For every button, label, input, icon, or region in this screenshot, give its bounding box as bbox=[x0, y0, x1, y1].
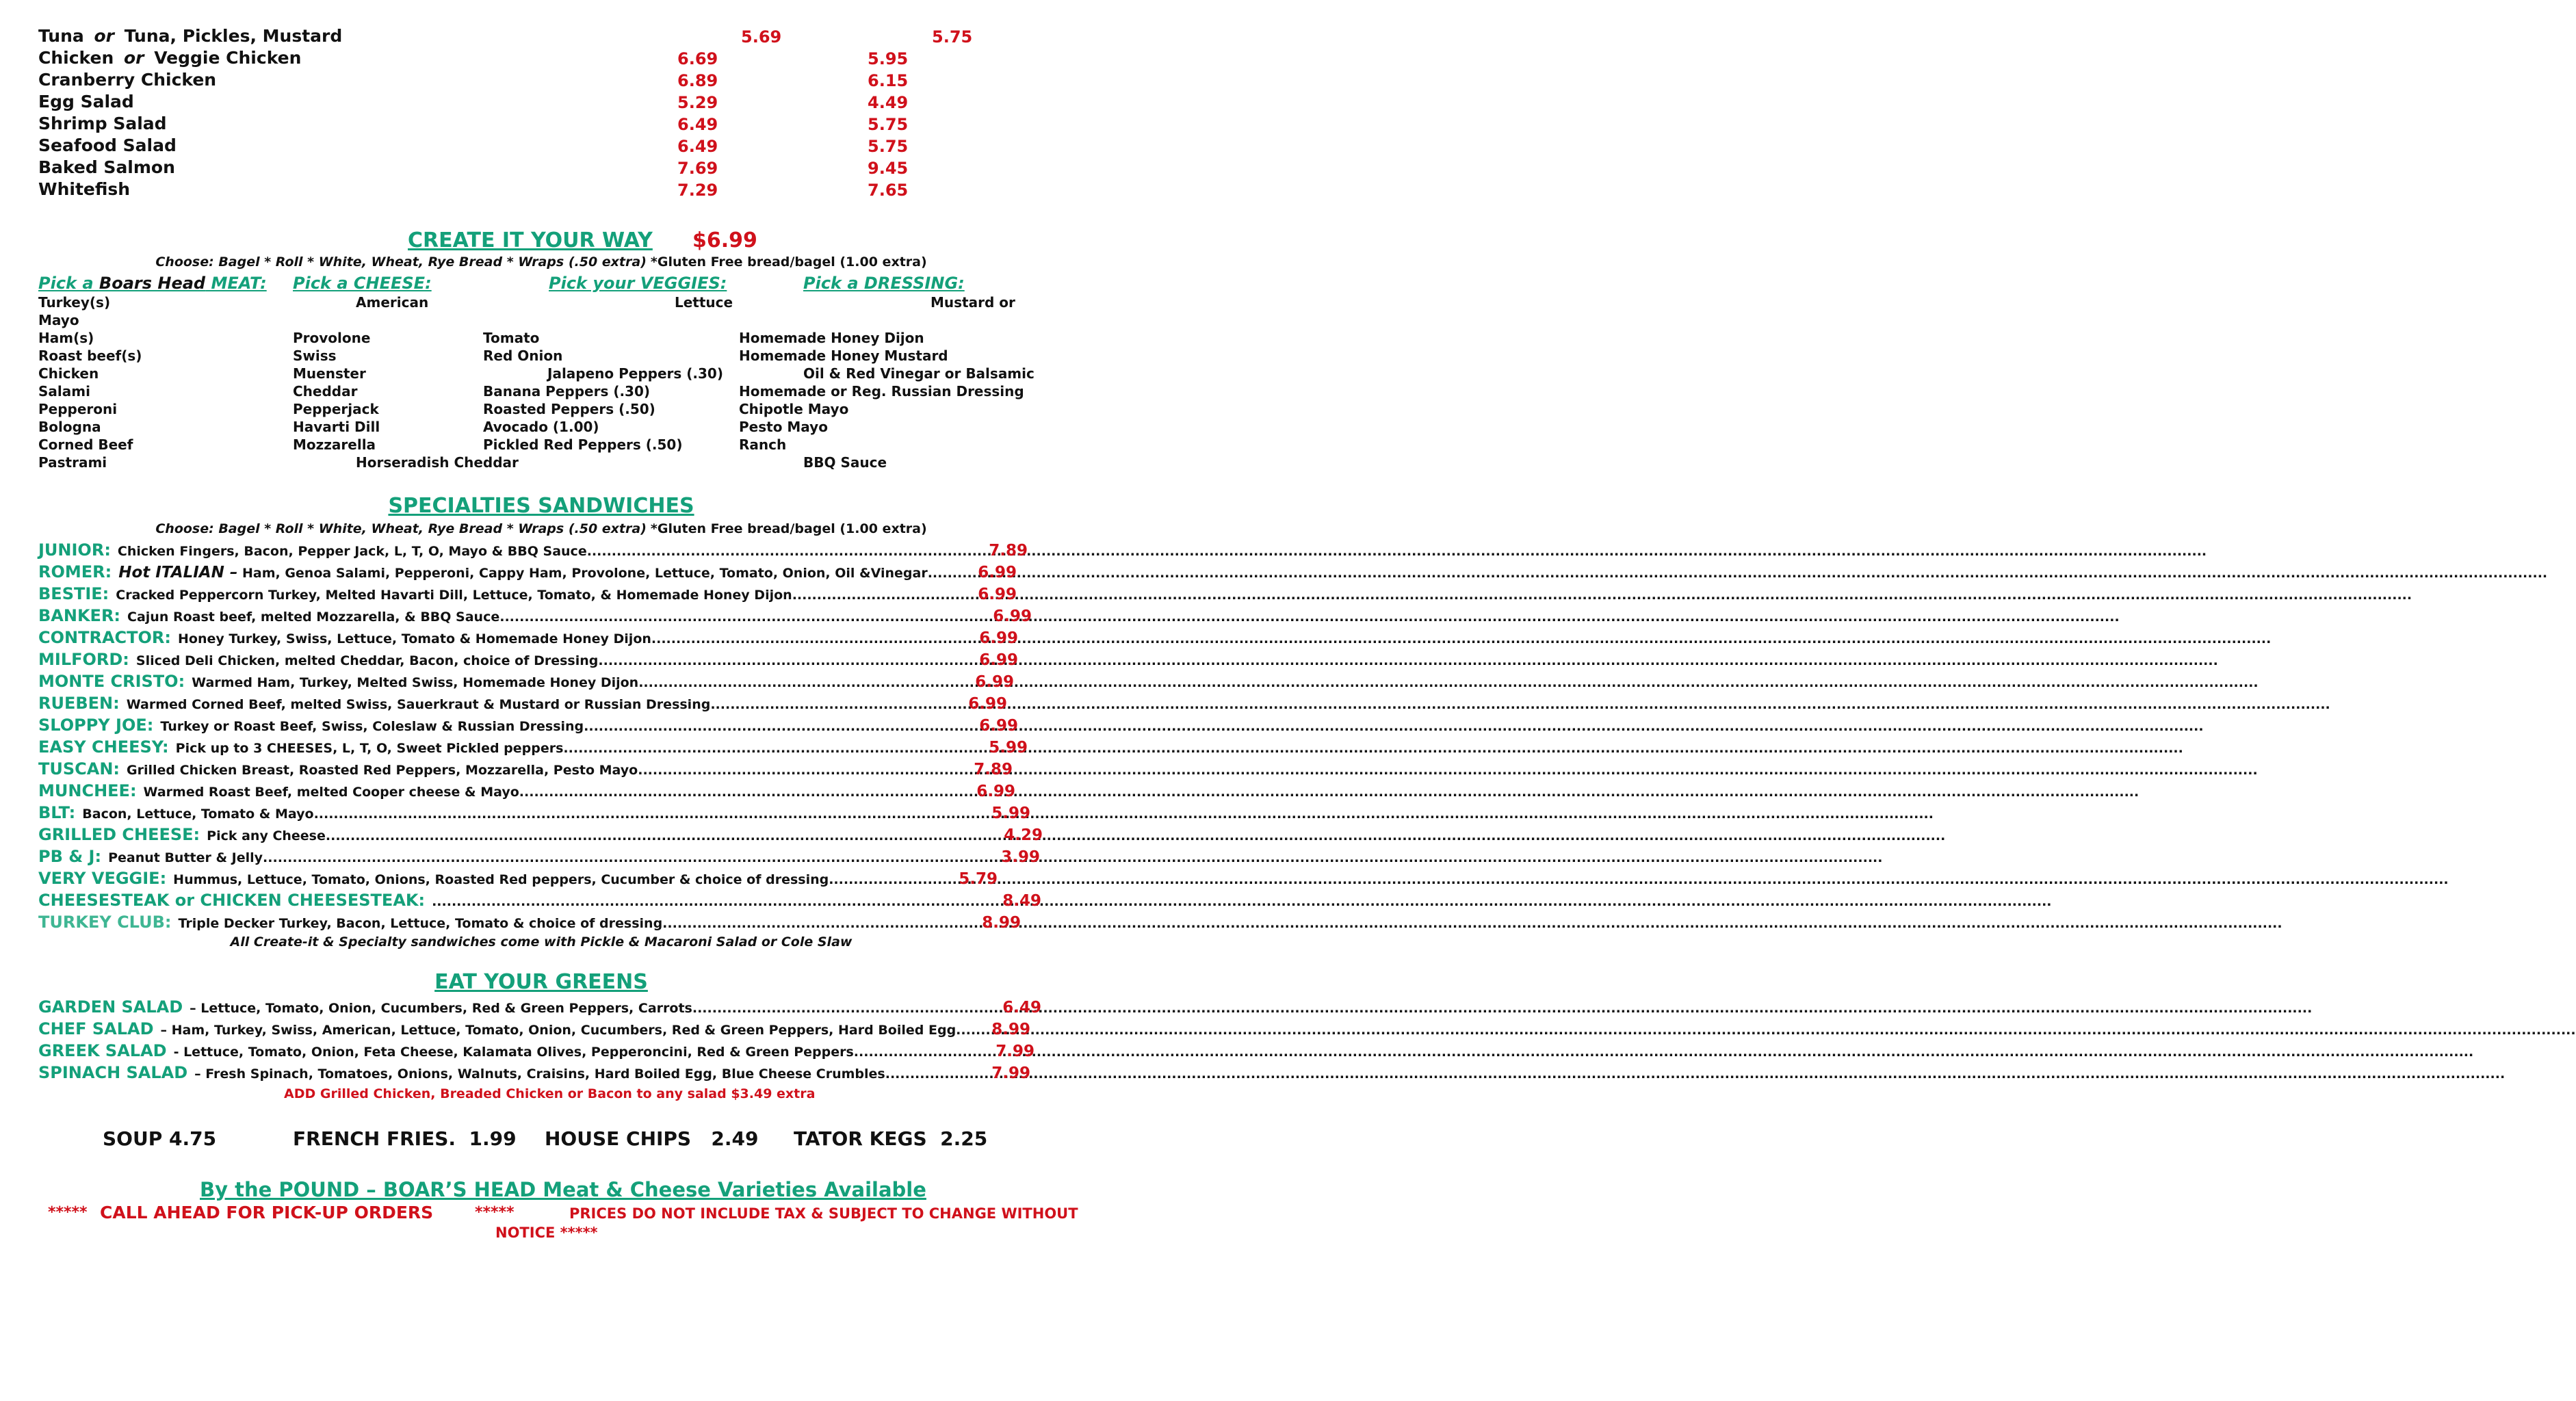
call-ahead-note: CALL AHEAD FOR PICK-UP ORDERS bbox=[100, 1203, 434, 1222]
sandwich-name: BANKER: bbox=[38, 606, 121, 625]
sandwich-row bbox=[38, 672, 1014, 691]
sandwich-price: 5.99 bbox=[989, 739, 1028, 757]
sandwich-row bbox=[38, 781, 1015, 800]
salad-price-small: 6.49 bbox=[677, 137, 718, 156]
side-french-fries: FRENCH FRIES. 1.99 bbox=[293, 1127, 517, 1150]
sandwich-row bbox=[38, 737, 1028, 757]
cheese-column bbox=[293, 330, 380, 454]
dressing-option-wrap: Mayo bbox=[38, 312, 79, 328]
sandwich-name: RUEBEN: bbox=[38, 694, 120, 713]
leader-dots bbox=[829, 872, 957, 887]
sandwich-desc: Turkey or Roast Beef, Swiss, Coleslaw & Russian Dressing bbox=[160, 719, 584, 734]
salad-item-name: Baked Salmon bbox=[38, 157, 175, 177]
dressing-option: Oil & Red Vinegar or Balsamic bbox=[803, 365, 1035, 382]
sandwich-desc: Warmed Ham, Turkey, Melted Swiss, Homemade Honey Dijon bbox=[192, 675, 639, 690]
side-soup: SOUP 4.75 bbox=[103, 1127, 217, 1150]
veggie-column bbox=[483, 330, 682, 454]
sandwich-price: 6.99 bbox=[993, 607, 1032, 625]
salad-item-name: Seafood Salad bbox=[38, 135, 177, 155]
meat-option: Salami bbox=[38, 383, 90, 400]
sandwich-name: TURKEY CLUB: bbox=[38, 913, 172, 932]
sandwich-row bbox=[38, 562, 1017, 581]
pick-dressing-heading: Pick a DRESSING: bbox=[803, 274, 965, 293]
sandwich-price: 6.99 bbox=[975, 673, 1014, 691]
sandwich-row bbox=[38, 913, 1021, 932]
sandwich-sides-note: All Create-it & Specialty sandwiches come with Pickle & Macaroni Salad or Cole Slaw bbox=[230, 934, 853, 950]
dressing-option: Mustard or bbox=[931, 294, 1015, 311]
leader-dots bbox=[598, 653, 978, 668]
salad-price-small: 7.69 bbox=[677, 159, 718, 178]
sandwich-name: PB & J: bbox=[38, 847, 102, 866]
salad-price-small: 5.29 bbox=[677, 93, 718, 112]
salad-price-large: 5.75 bbox=[932, 27, 973, 47]
side-house-chips: HOUSE CHIPS 2.49 bbox=[545, 1127, 759, 1150]
leader-dots bbox=[314, 807, 991, 822]
sandwich-row bbox=[38, 584, 1017, 603]
veggie-option: Red Onion bbox=[483, 348, 563, 364]
create-choose-line: Choose: Bagel * Roll * White, Wheat, Rye Bread * Wraps (.50 extra) *Gluten Free bread/bagel (1.00 extra) bbox=[155, 254, 927, 270]
sandwich-desc: Honey Turkey, Swiss, Lettuce, Tomato & Homemade Honey Dijon bbox=[178, 631, 651, 646]
sandwich-price: 6.99 bbox=[978, 586, 1017, 603]
sandwich-name: TUSCAN: bbox=[38, 759, 120, 778]
footer-stars: ***** bbox=[48, 1204, 88, 1221]
cheese-option: Muenster bbox=[293, 365, 366, 382]
sandwich-row bbox=[38, 825, 1043, 844]
dressing-option: Ranch bbox=[739, 436, 787, 453]
salad-item-name: Tuna or Tuna, Pickles, Mustard bbox=[38, 26, 343, 46]
leader-dots bbox=[587, 544, 988, 559]
create-title: CREATE IT YOUR WAY bbox=[408, 228, 653, 252]
sandwich-name: SLOPPY JOE: bbox=[38, 716, 154, 735]
salad-price-large: 5.95 bbox=[868, 49, 909, 68]
salad-price-small: 6.89 bbox=[677, 71, 718, 90]
sandwich-name: BLT: bbox=[38, 803, 76, 822]
pick-cheese-heading: Pick a CHEESE: bbox=[293, 274, 432, 293]
pick-veggies-heading: Pick your VEGGIES: bbox=[549, 274, 727, 293]
sandwich-price: 7.89 bbox=[974, 761, 1013, 778]
sandwich-row bbox=[38, 716, 1018, 735]
salad-item-name: Whitefish bbox=[38, 179, 131, 199]
salad-addon-note: ADD Grilled Chicken, Breaded Chicken or Bacon to any salad $3.49 extra bbox=[284, 1086, 816, 1101]
sandwich-name: MUNCHEE: bbox=[38, 781, 137, 800]
salad-price-small: 6.49 bbox=[677, 115, 718, 134]
salad-price-small: 6.69 bbox=[677, 49, 718, 68]
pick-meat-heading: Pick a Boars Head MEAT: bbox=[38, 274, 267, 293]
create-price: $6.99 bbox=[692, 228, 757, 252]
sandwich-desc: Triple Decker Turkey, Bacon, Lettuce, Tomato & choice of dressing bbox=[178, 916, 663, 931]
cheese-option: Mozzarella bbox=[293, 436, 376, 453]
sandwich-desc: Bacon, Lettuce, Tomato & Mayo bbox=[82, 807, 314, 822]
dressing-option: Homemade or Reg. Russian Dressing bbox=[739, 383, 1024, 400]
sandwich-price: 8.49 bbox=[1002, 892, 1041, 910]
cheese-option: Havarti Dill bbox=[293, 419, 380, 435]
sandwich-name: GRILLED CHEESE: bbox=[38, 825, 200, 844]
meat-option: Ham(s) bbox=[38, 330, 94, 346]
veggie-option: Tomato bbox=[483, 330, 540, 346]
meat-option: Pepperoni bbox=[38, 401, 118, 417]
leader-dots bbox=[710, 697, 967, 712]
dressing-option: Homemade Honey Mustard bbox=[739, 348, 948, 364]
meat-option: Pastrami bbox=[38, 454, 107, 471]
sandwich-row bbox=[38, 869, 998, 888]
salad-price: 6.49 bbox=[1002, 999, 1041, 1017]
sandwich-desc: Sliced Deli Chicken, melted Cheddar, Bacon, choice of Dressing bbox=[135, 653, 599, 668]
sandwich-desc: Grilled Chicken Breast, Roasted Red Peppers, Mozzarella, Pesto Mayo bbox=[127, 763, 638, 778]
sandwich-desc: Chicken Fingers, Bacon, Pepper Jack, L, T, O, Mayo & BBQ Sauce bbox=[117, 544, 587, 559]
sandwich-desc: Cajun Roast beef, melted Mozzarella, & BBQ Sauce bbox=[127, 610, 500, 625]
sandwich-name: MILFORD: bbox=[38, 650, 129, 669]
sandwich-name: BESTIE: bbox=[38, 584, 109, 603]
leader-dots bbox=[263, 850, 1000, 865]
sandwich-row bbox=[38, 540, 1028, 560]
veggie-option: Avocado (1.00) bbox=[483, 419, 599, 435]
leader-dots bbox=[519, 785, 975, 800]
sandwich-price: 6.99 bbox=[979, 717, 1018, 735]
salad-desc: - Lettuce, Tomato, Onion, Feta Cheese, Kalamata Olives, Pepperoncini, Red & Green Peppers bbox=[173, 1045, 854, 1060]
sandwich-price: 6.99 bbox=[979, 651, 1018, 669]
salad-name: GARDEN SALAD bbox=[38, 997, 183, 1017]
dressing-option: Homemade Honey Dijon bbox=[739, 330, 924, 346]
sandwich-name: MONTE CRISTO: bbox=[38, 672, 185, 691]
leader-dots bbox=[432, 894, 1001, 909]
sandwich-name: CONTRACTOR: bbox=[38, 628, 171, 647]
sandwich-desc: Warmed Roast Beef, melted Cooper cheese & Mayo bbox=[143, 785, 519, 800]
leader-dots bbox=[662, 916, 980, 931]
sandwich-desc: Peanut Butter & Jelly bbox=[108, 850, 263, 865]
sandwich-price: 3.99 bbox=[1001, 848, 1040, 866]
sandwich-name: JUNIOR: bbox=[38, 540, 111, 560]
leader-dots bbox=[854, 1045, 994, 1060]
salad-price-large: 7.65 bbox=[868, 181, 909, 200]
sandwich-desc: Warmed Corned Beef, melted Swiss, Sauerkraut & Mustard or Russian Dressing bbox=[126, 697, 711, 712]
sandwich-desc: Cracked Peppercorn Turkey, Melted Havarti Dill, Lettuce, Tomato, & Homemade Honey Dijon bbox=[116, 588, 792, 603]
salad-desc: – Lettuce, Tomato, Onion, Cucumbers, Red & Green Peppers, Carrots bbox=[190, 1001, 692, 1016]
sandwich-price: 5.79 bbox=[959, 870, 998, 888]
salad-price: 7.99 bbox=[996, 1043, 1035, 1060]
side-tator-kegs: TATOR KEGS 2.25 bbox=[794, 1127, 988, 1150]
salad-row bbox=[38, 1041, 1035, 1060]
sandwich-price: 6.99 bbox=[978, 564, 1017, 581]
sandwich-row bbox=[38, 606, 1032, 625]
salad-price-large: 5.75 bbox=[868, 115, 909, 134]
salad-item-name: Chicken or Veggie Chicken bbox=[38, 48, 302, 68]
meat-option: Bologna bbox=[38, 419, 101, 435]
leader-dots bbox=[563, 741, 987, 756]
sandwich-row bbox=[38, 694, 1007, 713]
dressing-option: Chipotle Mayo bbox=[739, 401, 849, 417]
veggie-option: Lettuce bbox=[675, 294, 733, 311]
salad-price-large: 5.75 bbox=[868, 137, 909, 156]
sandwich-name: CHEESESTEAK or CHICKEN CHEESESTEAK: bbox=[38, 891, 426, 910]
price-disclaimer: PRICES DO NOT INCLUDE TAX & SUBJECT TO CHANGE WITHOUT bbox=[569, 1205, 1078, 1222]
dressing-option: BBQ Sauce bbox=[803, 454, 887, 471]
salad-name: SPINACH SALAD bbox=[38, 1063, 188, 1082]
salad-price-small: 5.69 bbox=[741, 27, 782, 47]
salad-price-large: 9.45 bbox=[868, 159, 909, 178]
sandwich-price: 6.99 bbox=[968, 695, 1007, 713]
leader-dots bbox=[584, 719, 978, 734]
veggie-option: Jalapeno Peppers (.30) bbox=[547, 365, 723, 382]
veggie-option: Banana Peppers (.30) bbox=[483, 383, 651, 400]
sandwich-price: 7.89 bbox=[989, 542, 1028, 560]
salad-price-small: 7.29 bbox=[677, 181, 718, 200]
salad-price: 7.99 bbox=[991, 1064, 1030, 1082]
meat-option: Roast beef(s) bbox=[38, 348, 142, 364]
salad-item-name: Cranberry Chicken bbox=[38, 70, 217, 90]
leader-dots bbox=[326, 828, 1002, 843]
dressing-option: Pesto Mayo bbox=[739, 419, 828, 435]
salad-item-name: Egg Salad bbox=[38, 92, 134, 112]
veggie-option: Pickled Red Peppers (.50) bbox=[483, 436, 683, 453]
cheese-option: Provolone bbox=[293, 330, 371, 346]
leader-dots bbox=[692, 1001, 1001, 1016]
sandwich-row bbox=[38, 650, 1018, 669]
sandwich-price: 4.29 bbox=[1004, 826, 1043, 844]
meat-column bbox=[38, 330, 142, 472]
sandwich-row bbox=[38, 759, 1013, 778]
leader-dots bbox=[792, 588, 977, 603]
sandwich-desc: Pick any Cheese bbox=[207, 828, 326, 843]
leader-dots bbox=[651, 631, 978, 646]
specialties-title: SPECIALTIES SANDWICHES bbox=[388, 494, 694, 518]
greens-title: EAT YOUR GREENS bbox=[434, 970, 648, 994]
sandwich-name: VERY VEGGIE: bbox=[38, 869, 167, 888]
salad-price-large: 6.15 bbox=[868, 71, 909, 90]
sandwich-row bbox=[38, 891, 1041, 910]
meat-option: Corned Beef bbox=[38, 436, 133, 453]
sandwich-name: EASY CHEESY: bbox=[38, 737, 169, 757]
sandwich-price: 6.99 bbox=[976, 783, 1015, 800]
salad-price-large: 4.49 bbox=[868, 93, 909, 112]
sandwich-desc: Hot ITALIAN – Ham, Genoa Salami, Pepperoni, Cappy Ham, Provolone, Lettuce, Tomato, Onion, Oil &Vinegar bbox=[118, 564, 928, 581]
leader-dots bbox=[638, 763, 972, 778]
salad-desc: – Fresh Spinach, Tomatoes, Onions, Walnuts, Craisins, Hard Boiled Egg, Blue Cheese Crumbles bbox=[194, 1066, 885, 1082]
sandwich-row bbox=[38, 628, 1018, 647]
sandwich-price: 8.99 bbox=[982, 914, 1021, 932]
sandwich-row bbox=[38, 847, 1040, 866]
sandwich-price: 5.99 bbox=[991, 804, 1030, 822]
salad-row bbox=[38, 1019, 1030, 1038]
salad-row bbox=[38, 997, 1041, 1017]
salad-price: 8.99 bbox=[991, 1021, 1030, 1038]
salad-desc: – Ham, Turkey, Swiss, American, Lettuce, Tomato, Onion, Cucumbers, Red & Green Peppers, Hard Boiled Egg bbox=[160, 1023, 957, 1038]
specialties-choose-line: Choose: Bagel * Roll * White, Wheat, Rye Bread * Wraps (.50 extra) *Gluten Free bread/bagel (1.00 extra) bbox=[155, 521, 927, 536]
leader-dots bbox=[499, 610, 991, 625]
leader-dots bbox=[638, 675, 974, 690]
salad-name: GREEK SALAD bbox=[38, 1041, 167, 1060]
meat-option: Turkey(s) bbox=[38, 294, 111, 311]
meat-option: Chicken bbox=[38, 365, 99, 382]
leader-dots bbox=[928, 566, 977, 581]
cheese-option: Swiss bbox=[293, 348, 337, 364]
footer-stars: ***** bbox=[475, 1204, 515, 1221]
salad-name: CHEF SALAD bbox=[38, 1019, 154, 1038]
sandwich-desc: Hummus, Lettuce, Tomato, Onions, Roasted Red peppers, Cucumber & choice of dressing bbox=[173, 872, 829, 887]
salad-item-name: Shrimp Salad bbox=[38, 114, 167, 133]
cheese-option: Cheddar bbox=[293, 383, 358, 400]
by-the-pound: By the POUND – BOAR’S HEAD Meat & Cheese Varieties Available bbox=[200, 1178, 926, 1201]
cheese-option: Horseradish Cheddar bbox=[356, 454, 519, 471]
cheese-option: Pepperjack bbox=[293, 401, 379, 417]
leader-dots bbox=[885, 1066, 991, 1082]
dressing-column bbox=[739, 330, 1024, 454]
sandwich-desc: Pick up to 3 CHEESES, L, T, O, Sweet Pickled peppers bbox=[175, 741, 564, 756]
leader-dots bbox=[956, 1023, 990, 1038]
cheese-option: American bbox=[356, 294, 429, 311]
salad-row bbox=[38, 1063, 1030, 1082]
sandwich-name: ROMER: bbox=[38, 562, 112, 581]
sandwich-row bbox=[38, 803, 1030, 822]
price-disclaimer-notice: NOTICE ***** bbox=[495, 1225, 598, 1241]
sandwich-price: 6.99 bbox=[979, 629, 1018, 647]
veggie-option: Roasted Peppers (.50) bbox=[483, 401, 655, 417]
